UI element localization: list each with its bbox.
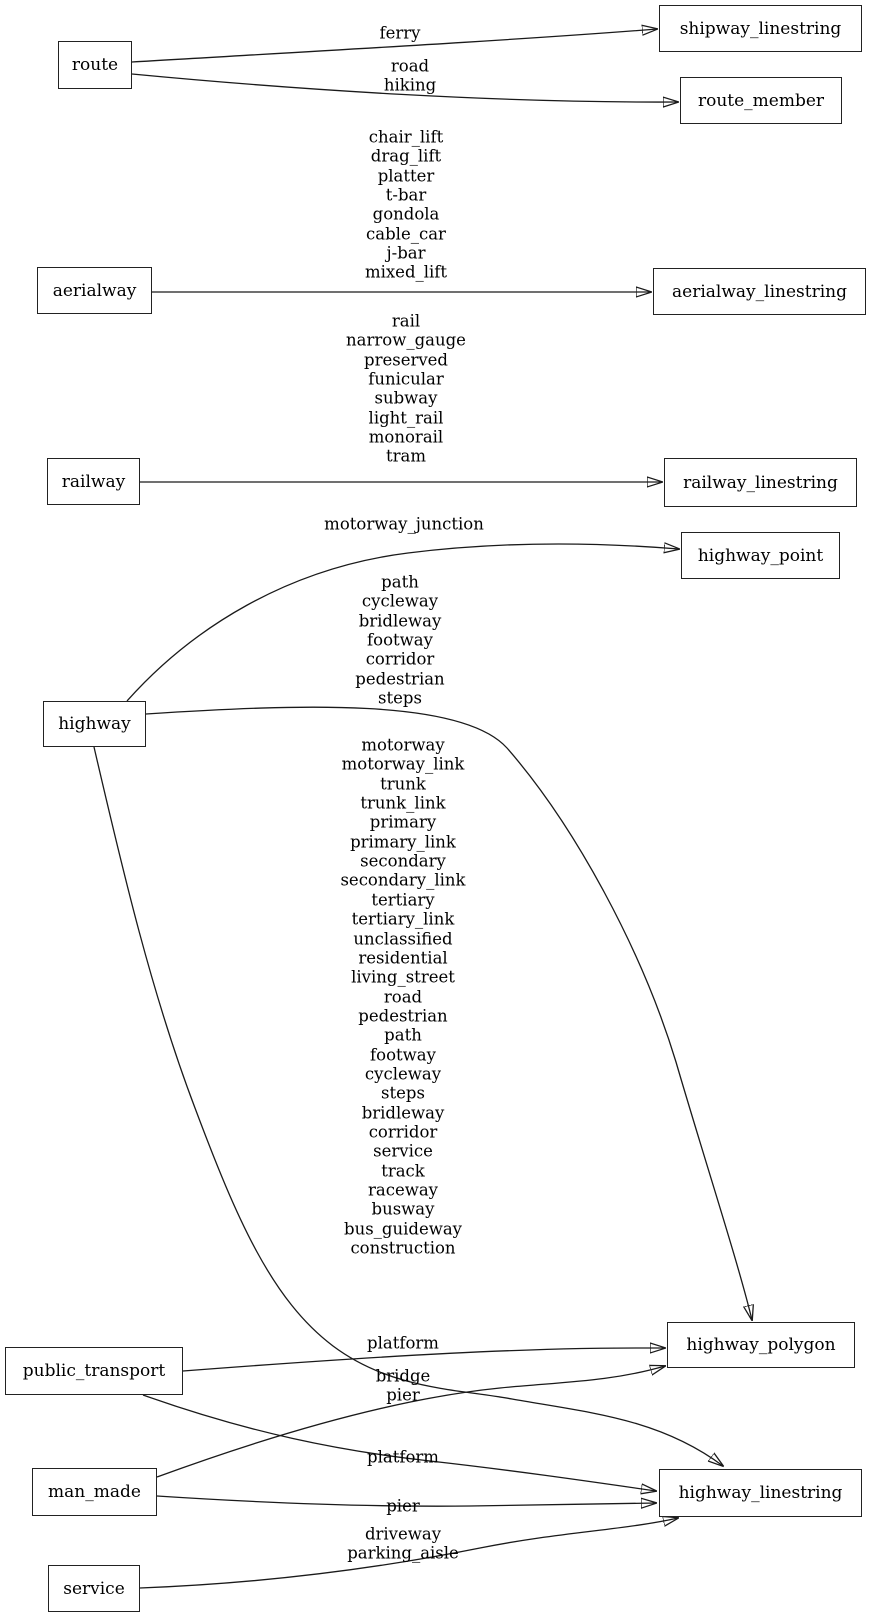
- edge-label-highway-highway_polygon: steps: [378, 688, 422, 708]
- edge-label-highway-highway_linestring: raceway: [367, 1180, 439, 1200]
- node-label: public_transport: [22, 1361, 166, 1381]
- node-shipway_linestring: [659, 5, 862, 52]
- edge-label-aerialway-aerialway_linestring: t-bar: [385, 185, 427, 205]
- edge-label-highway-highway_polygon: bridleway: [358, 611, 442, 631]
- node-label: highway: [58, 714, 131, 734]
- edge-public_transport-highway_linestring: [143, 1395, 656, 1491]
- edge-label-highway-highway_linestring: unclassified: [353, 928, 453, 948]
- edge-label-highway-highway_linestring: cycleway: [364, 1064, 442, 1084]
- edge-label-highway-highway_linestring: construction: [350, 1238, 456, 1258]
- edge-label-route-shipway_linestring: ferry: [379, 23, 421, 43]
- edge-label-man_made-highway_polygon: bridge: [375, 1366, 431, 1386]
- edge-label-aerialway-aerialway_linestring: mixed_lift: [364, 262, 448, 282]
- edge-label-service-highway_linestring: parking_aisle: [347, 1543, 459, 1563]
- edge-label-railway-railway_linestring: light_rail: [368, 408, 444, 428]
- edge-label-highway-highway_linestring: road: [383, 986, 423, 1006]
- node-route_member: [680, 77, 842, 124]
- edge-label-route-route_member: hiking: [383, 75, 437, 95]
- edge-label-man_made-highway_linestring: pier: [386, 1496, 420, 1516]
- edge-label-aerialway-aerialway_linestring: platter: [377, 166, 435, 186]
- node-railway: [47, 458, 140, 505]
- node-highway: [43, 701, 146, 747]
- node-highway_linestring: [659, 1469, 862, 1517]
- node-label: aerialway: [52, 280, 137, 301]
- edge-label-aerialway-aerialway_linestring: cable_car: [366, 224, 446, 244]
- edge-label-aerialway-aerialway_linestring: j-bar: [386, 243, 426, 263]
- edge-label-highway-highway_point: motorway_junction: [324, 514, 484, 534]
- node-label: shipway_linestring: [679, 18, 842, 39]
- edge-label-highway-highway_linestring: living_street: [351, 967, 455, 987]
- edge-label-highway-highway_linestring: pedestrian: [358, 1006, 448, 1026]
- edge-label-highway-highway_polygon: path: [381, 572, 419, 592]
- edge-label-highway-highway_polygon: footway: [367, 630, 433, 650]
- edge-label-public_transport-highway_polygon: platform: [367, 1333, 439, 1353]
- edge-label-service-highway_linestring: driveway: [364, 1524, 442, 1544]
- edge-label-highway-highway_linestring: busway: [371, 1199, 435, 1219]
- edge-label-highway-highway_linestring: secondary: [360, 851, 446, 871]
- edge-label-highway-highway_polygon: pedestrian: [355, 669, 445, 689]
- edge-label-railway-railway_linestring: narrow_gauge: [346, 330, 466, 350]
- node-route: [58, 41, 132, 89]
- node-aerialway_linestring: [653, 268, 866, 315]
- edge-label-highway-highway_linestring: track: [381, 1161, 425, 1181]
- edge-label-highway-highway_linestring: primary: [369, 812, 437, 832]
- node-public_transport: [5, 1347, 183, 1395]
- node-aerialway: [37, 267, 152, 314]
- edge-label-aerialway-aerialway_linestring: drag_lift: [370, 146, 442, 166]
- edge-label-highway-highway_linestring: primary_link: [350, 832, 456, 852]
- edge-label-route-route_member: road: [390, 56, 430, 76]
- edge-label-highway-highway_linestring: tertiary_link: [351, 909, 455, 929]
- edge-label-highway-highway_linestring: bridleway: [361, 1102, 445, 1122]
- edge-label-public_transport-highway_linestring: platform: [367, 1447, 439, 1467]
- edge-label-highway-highway_linestring: motorway: [361, 735, 445, 755]
- edge-label-highway-highway_linestring: motorway_link: [341, 754, 465, 774]
- edge-label-highway-highway_linestring: trunk_link: [360, 793, 446, 813]
- edge-label-highway-highway_linestring: trunk: [380, 774, 426, 794]
- node-label: route: [71, 55, 119, 75]
- node-label: route_member: [697, 90, 825, 111]
- edge-label-railway-railway_linestring: rail: [391, 311, 421, 331]
- node-label: aerialway_linestring: [672, 281, 847, 302]
- node-railway_linestring: [664, 458, 857, 507]
- node-label: highway_linestring: [678, 1483, 843, 1503]
- edge-label-highway-highway_linestring: secondary_link: [340, 870, 466, 890]
- edge-label-highway-highway_linestring: path: [384, 1025, 422, 1045]
- edge-label-highway-highway_linestring: steps: [381, 1083, 425, 1103]
- node-label: highway_point: [697, 545, 824, 566]
- edge-label-highway-highway_linestring: residential: [358, 948, 448, 968]
- node-label: railway_linestring: [683, 472, 838, 493]
- edge-label-highway-highway_linestring: corridor: [368, 1122, 438, 1142]
- node-label: railway: [61, 471, 126, 492]
- edge-label-railway-railway_linestring: tram: [385, 446, 427, 466]
- edge-label-railway-railway_linestring: funicular: [368, 369, 444, 389]
- edge-label-railway-railway_linestring: preserved: [364, 350, 448, 370]
- edge-label-highway-highway_linestring: bus_guideway: [344, 1219, 462, 1239]
- edge-label-highway-highway_polygon: cycleway: [361, 591, 439, 611]
- node-man_made: [32, 1468, 157, 1516]
- edge-label-highway-highway_polygon: corridor: [365, 649, 435, 669]
- edge-label-railway-railway_linestring: subway: [374, 388, 438, 408]
- node-label: highway_polygon: [686, 1335, 836, 1355]
- edge-label-aerialway-aerialway_linestring: chair_lift: [368, 127, 444, 147]
- node-service: [48, 1565, 140, 1612]
- edge-label-highway-highway_linestring: tertiary: [371, 890, 435, 910]
- node-highway_polygon: [667, 1322, 855, 1368]
- node-label: man_made: [48, 1482, 141, 1502]
- node-highway_point: [681, 532, 840, 579]
- edge-label-highway-highway_linestring: footway: [370, 1044, 436, 1064]
- edge-label-aerialway-aerialway_linestring: gondola: [372, 204, 440, 224]
- node-label: service: [63, 1578, 125, 1599]
- edge-label-man_made-highway_polygon: pier: [386, 1385, 420, 1405]
- edge-label-railway-railway_linestring: monorail: [368, 427, 444, 447]
- edge-label-highway-highway_linestring: service: [373, 1141, 433, 1161]
